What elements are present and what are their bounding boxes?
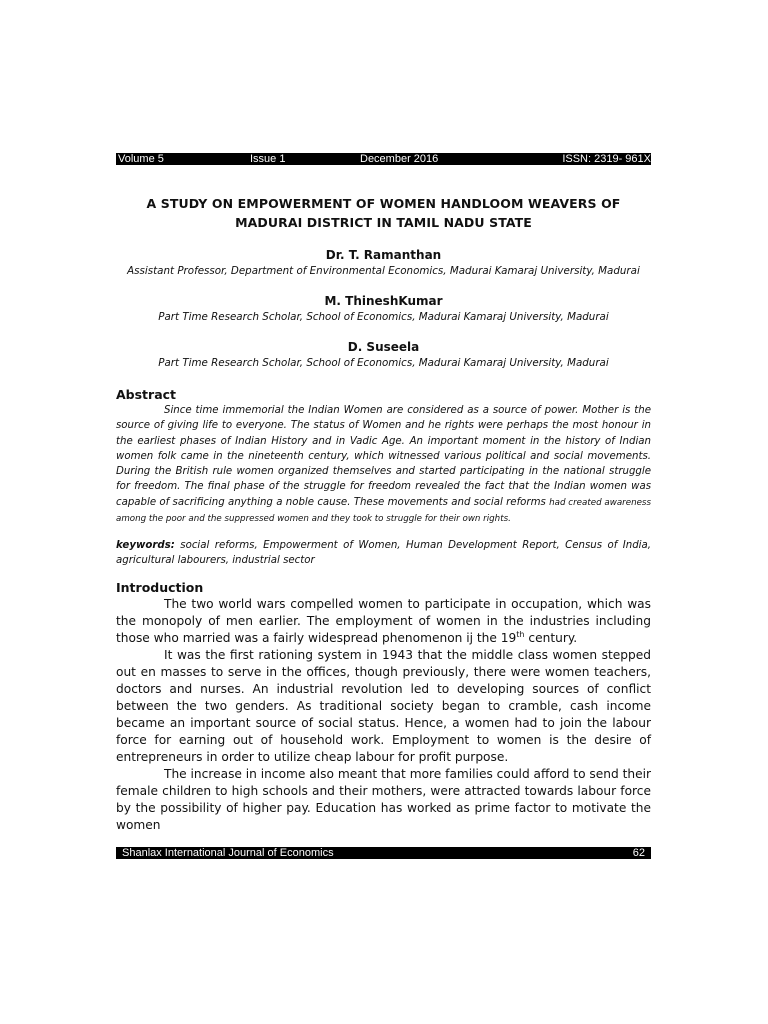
journal-name: Shanlax International Journal of Economics [122, 847, 334, 859]
date-label: December 2016 [360, 153, 439, 165]
title-line-1: A STUDY ON EMPOWERMENT OF WOMEN HANDLOOM WEAVERS OF [146, 196, 621, 211]
author-name-2: M. ThineshKumar [324, 294, 443, 308]
intro-paragraph-3: The increase in income also meant that more families could afford to send their female children to high schools and their mothers, were attracted towards labour force by the possibility of higher pay. Education has worked as prime factor to motivate the women [116, 767, 651, 832]
introduction-body [116, 596, 651, 834]
issue-label: Issue 1 [250, 153, 286, 165]
abstract-heading: Abstract [116, 387, 177, 402]
keywords-text: social reforms, Empowerment of Women, Human Development Report, Census of India, agricultural labourers, industrial sector [116, 540, 651, 567]
superscript-th: th [516, 629, 525, 639]
introduction-heading: Introduction [116, 580, 204, 595]
intro-paragraph-2: It was the first rationing system in 1943 that the middle class women stepped out en masses to serve in the offices, though previously, there were women teachers, doctors and nurses. An industrial revolution led to developing sources of conflict between the two genders. As traditional society began to cramble, cash income became an important source of social status. Hence, a women had to join the labour force for earning out of household work. Employment to women is the desire of entrepreneurs in order to utilize cheap labour for profit purpose. [116, 648, 651, 764]
abstract-text-tail: had created awareness among the poor and the suppressed women and they took to struggle for their own rights. [116, 497, 651, 525]
keywords-line [116, 538, 651, 569]
author-affiliation-1: Assistant Professor, Department of Environmental Economics, Madurai Kamaraj University, Madurai [127, 265, 640, 277]
issn-label: ISSN: 2319- 961X [562, 153, 651, 165]
author-name-1: Dr. T. Ramanthan [325, 248, 442, 262]
abstract-paragraph [116, 403, 651, 527]
keywords-label: keywords: [116, 540, 175, 551]
journal-footer-bar [116, 847, 651, 859]
volume-label: Volume 5 [118, 153, 164, 165]
title-line-2: MADURAI DISTRICT IN TAMIL NADU STATE [235, 215, 532, 230]
author-affiliation-3: Part Time Research Scholar, School of Economics, Madurai Kamaraj University, Madurai [158, 357, 609, 369]
journal-header-bar [116, 153, 651, 165]
abstract-text: Since time immemorial the Indian Women are considered as a source of power. Mother is the source of giving life to everyone. The status of Women and he rights were perhaps the most honour in the earliest phases of Indian History and in Vadic Age. An important moment in the history of Indian women folk came in the nineteenth century, which witnessed various political and social movements. During the British rule women organized themselves and started participating in the national struggle for freedom. The final phase of the struggle for freedom revealed the fact that the Indian women was capable of sacrificing anything a noble cause. These movements and social reforms [116, 405, 651, 508]
author-name-3: D. Suseela [347, 340, 420, 354]
paper-title [116, 194, 651, 232]
page-number: 62 [632, 847, 645, 859]
intro-paragraph-1: The two world wars compelled women to participate in occupation, which was the monopoly of men earlier. The employment of women in the industries including those who married was a fairly widespread phenomenon ij the 19th century. [116, 597, 651, 645]
author-affiliation-2: Part Time Research Scholar, School of Economics, Madurai Kamaraj University, Madurai [158, 311, 609, 323]
